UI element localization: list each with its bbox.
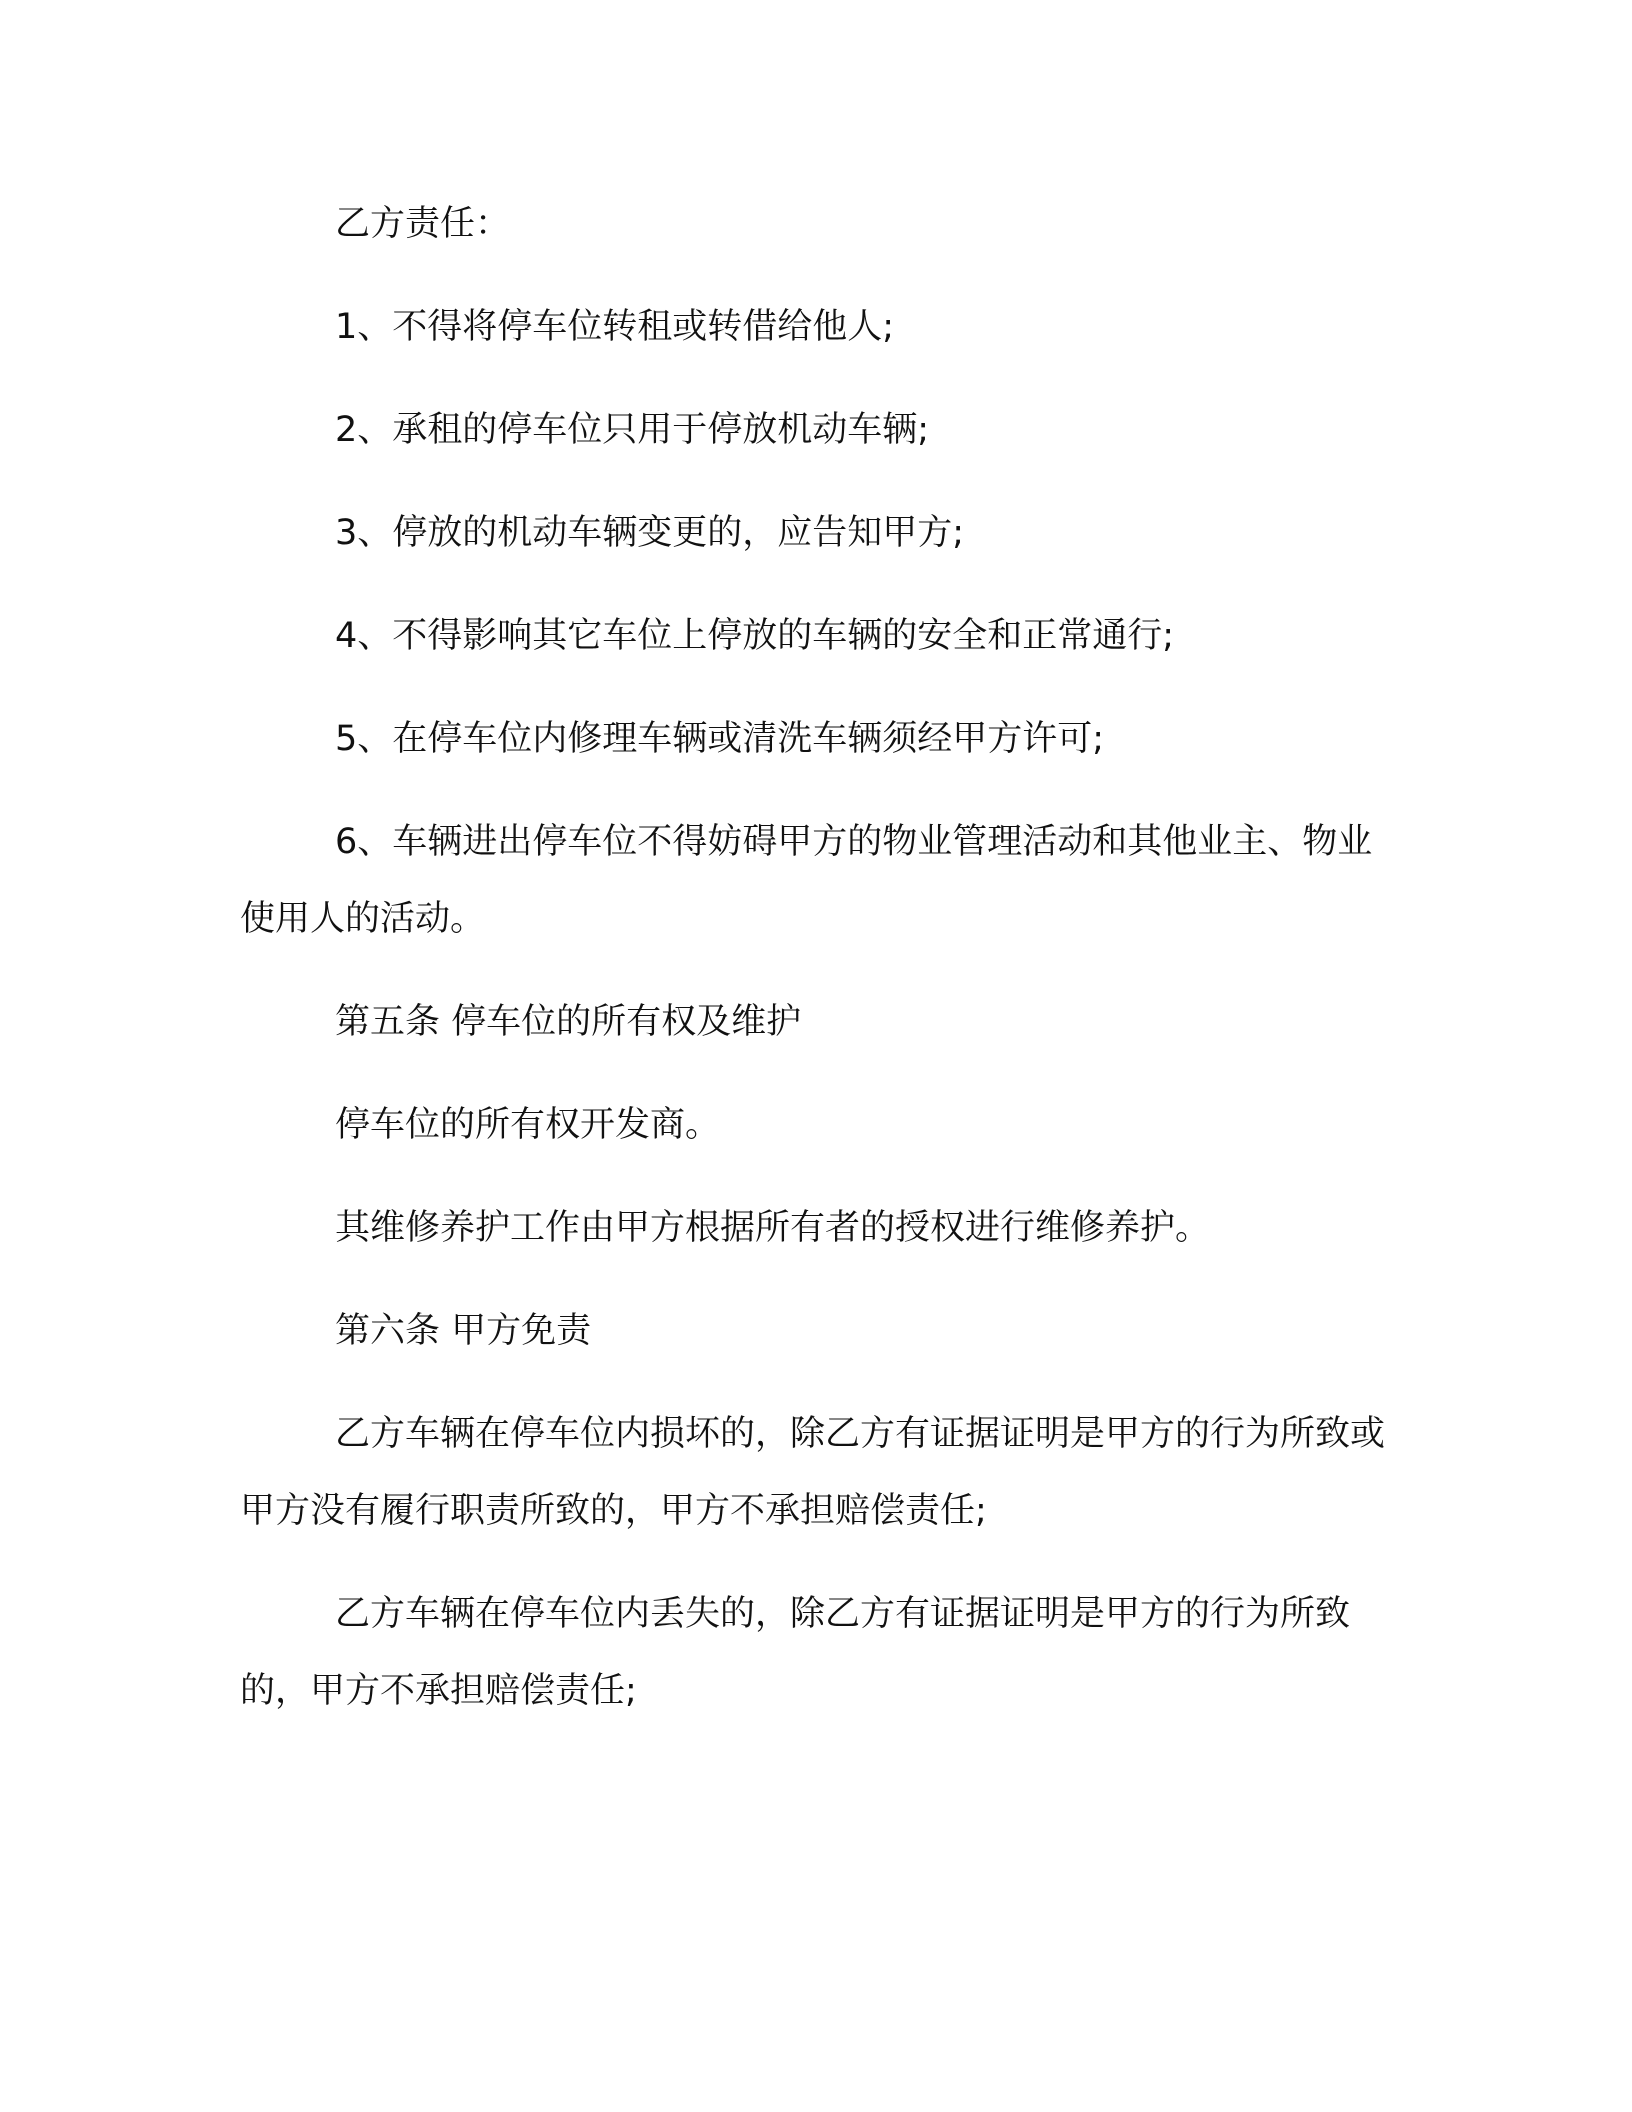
maintenance-statement: 其维修养护工作由甲方根据所有者的授权进行维修养护。 — [335, 1208, 1211, 1248]
article-5-heading: 第五条 停车位的所有权及维护 — [335, 1002, 802, 1042]
clause-item-1: 1、不得将停车位转租或转借给他人; — [335, 307, 895, 347]
section-heading-party-b-responsibilities: 乙方责任： — [335, 204, 511, 244]
ownership-statement: 停车位的所有权开发商。 — [335, 1105, 721, 1145]
clause-item-4: 4、不得影响其它车位上停放的车辆的安全和正常通行; — [335, 616, 1175, 656]
article-6-heading: 第六条 甲方免责 — [335, 1311, 592, 1351]
clause-item-6: 6、车辆进出停车位不得妨碍甲方的物业管理活动和其他业主、物业使用人的活动。 — [240, 822, 1373, 939]
damage-exemption-paragraph: 乙方车辆在停车位内损坏的，除乙方有证据证明是甲方的行为所致或甲方没有履行职责所致的，甲方不承担赔偿责任; — [240, 1414, 1386, 1531]
clause-item-3: 3、停放的机动车辆变更的，应告知甲方; — [335, 513, 965, 553]
clause-item-5: 5、在停车位内修理车辆或清洗车辆须经甲方许可; — [335, 719, 1105, 759]
clause-item-2: 2、承租的停车位只用于停放机动车辆; — [335, 410, 930, 450]
document-body — [240, 186, 1390, 1756]
loss-exemption-paragraph: 乙方车辆在停车位内丢失的，除乙方有证据证明是甲方的行为所致的，甲方不承担赔偿责任; — [240, 1594, 1351, 1711]
